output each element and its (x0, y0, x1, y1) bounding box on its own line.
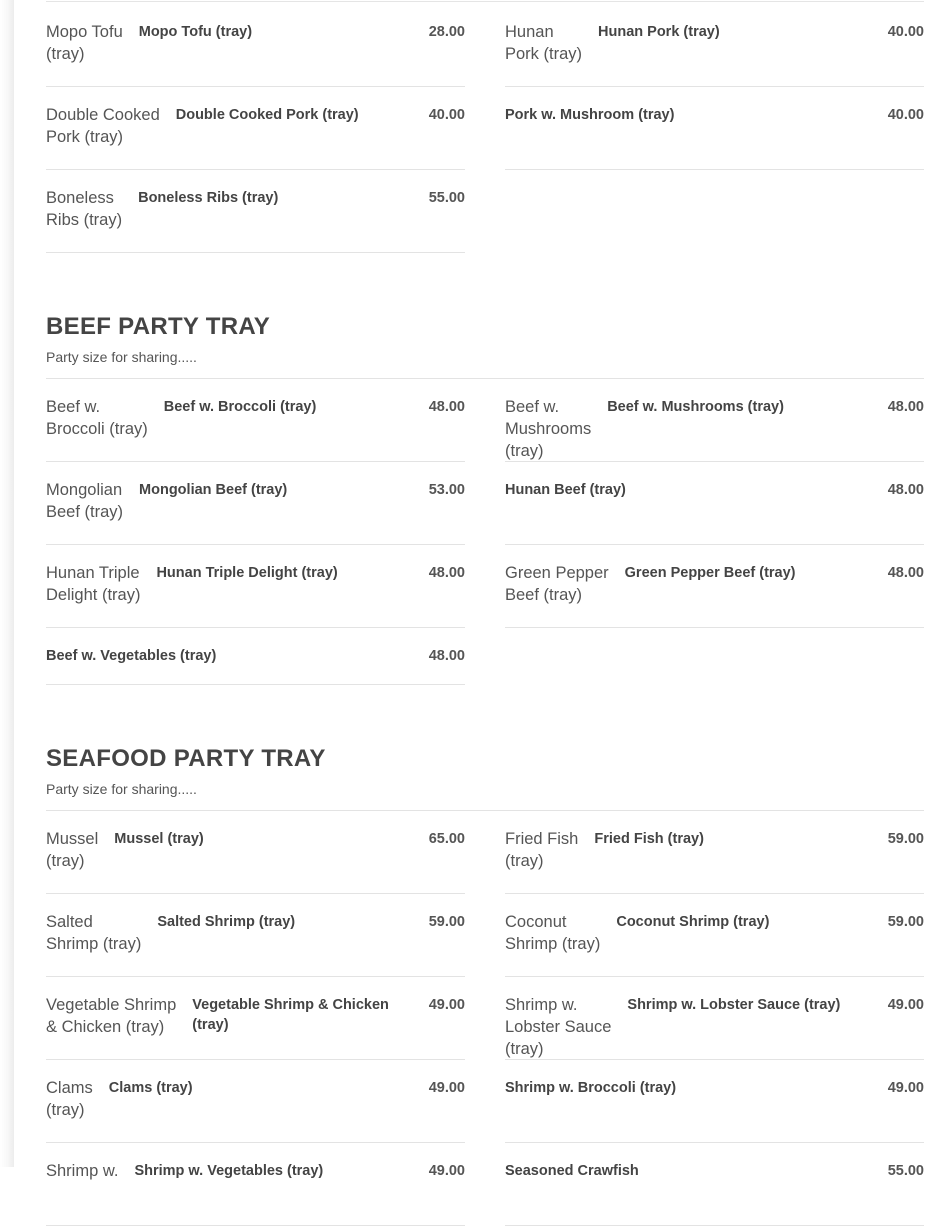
menu-item[interactable] (505, 977, 924, 1060)
seafood-right-column (505, 811, 924, 1226)
page-shadow-edge (0, 0, 14, 1167)
menu-item-image[interactable]: Fried Fish (tray) (505, 830, 579, 870)
menu-item-image[interactable]: Hunan Pork (tray) (505, 23, 583, 63)
beef-section-header (46, 253, 924, 379)
menu-item-price: 49.00 (887, 1080, 924, 1096)
menu-item-name[interactable]: Beef w. Mushrooms (tray) (607, 399, 784, 415)
menu-item-price: 48.00 (428, 399, 465, 415)
menu-item-price: 53.00 (428, 482, 465, 498)
menu-item-name[interactable]: Mongolian Beef (tray) (139, 482, 288, 498)
menu-item-name[interactable]: Hunan Beef (tray) (505, 482, 626, 498)
menu-item-image[interactable]: Coconut Shrimp (tray) (505, 913, 601, 953)
menu-item-price: 48.00 (887, 565, 924, 581)
menu-item-image[interactable]: Salted Shrimp (tray) (46, 913, 142, 953)
menu-item[interactable] (46, 1060, 465, 1143)
menu-item-name[interactable]: Pork w. Mushroom (tray) (505, 107, 675, 123)
menu-item[interactable] (505, 545, 924, 628)
menu-item[interactable] (505, 1060, 924, 1143)
section-description: Party size for sharing..... (46, 347, 924, 379)
menu-item-name[interactable]: Vegetable Shrimp & Chicken (tray) (192, 997, 389, 1033)
menu-item-image[interactable]: Beef w. Mushrooms (tray) (505, 398, 592, 460)
menu-item[interactable] (505, 462, 924, 545)
menu-item-name[interactable]: Boneless Ribs (tray) (138, 190, 279, 206)
beef-tray-grid (46, 379, 924, 685)
menu-item-image[interactable]: Clams (tray) (46, 1079, 93, 1119)
pork-left-column (46, 4, 465, 253)
menu-item-price: 40.00 (428, 107, 465, 123)
menu-item-name[interactable]: Clams (tray) (108, 1080, 193, 1096)
pork-right-column (505, 4, 924, 253)
section-title: SEAFOOD PARTY TRAY (46, 745, 326, 772)
menu-item-image[interactable]: Shrimp w. Lobster Sauce (tray) (505, 996, 612, 1058)
menu-item-price: 55.00 (887, 1163, 924, 1179)
menu-item-name[interactable]: Fried Fish (tray) (594, 831, 704, 847)
menu-item-price: 59.00 (887, 914, 924, 930)
menu-item-image[interactable]: Mussel (tray) (46, 830, 99, 870)
menu-item[interactable] (46, 977, 465, 1060)
menu-item-image[interactable]: Mongolian Beef (tray) (46, 481, 124, 521)
menu-item[interactable] (505, 894, 924, 977)
menu-item[interactable] (46, 4, 465, 87)
menu-item[interactable] (505, 811, 924, 894)
menu-item-name[interactable]: Shrimp w. Vegetables (tray) (134, 1163, 324, 1179)
menu-item[interactable] (46, 87, 465, 170)
menu-item-image[interactable]: Mopo Tofu (tray) (46, 23, 123, 63)
pork-tray-grid (46, 4, 924, 253)
menu-item[interactable] (46, 170, 465, 253)
menu-item[interactable] (46, 1143, 465, 1226)
menu-item-price: 48.00 (428, 648, 465, 664)
menu-item-image[interactable]: Vegetable Shrimp & Chicken (tray) (46, 996, 177, 1036)
menu-item[interactable] (46, 811, 465, 894)
menu-item-price: 49.00 (428, 1080, 465, 1096)
menu-item-name[interactable]: Salted Shrimp (tray) (157, 914, 296, 930)
menu-item-name[interactable]: Shrimp w. Lobster Sauce (tray) (627, 997, 841, 1013)
menu-item[interactable] (505, 4, 924, 87)
menu-item-price: 65.00 (428, 831, 465, 847)
menu-item-name[interactable]: Hunan Triple Delight (tray) (156, 565, 338, 581)
menu-item[interactable] (505, 87, 924, 170)
menu-item-price: 55.00 (428, 190, 465, 206)
menu-item-price: 48.00 (887, 399, 924, 415)
section-description: Party size for sharing..... (46, 779, 924, 811)
menu-item-name[interactable]: Shrimp w. Broccoli (tray) (505, 1080, 677, 1096)
menu-item-price: 49.00 (428, 997, 465, 1013)
menu-item-name[interactable]: Beef w. Vegetables (tray) (46, 648, 217, 664)
menu-item-name[interactable]: Double Cooked Pork (tray) (175, 107, 359, 123)
seafood-tray-grid (46, 811, 924, 1226)
seafood-left-column (46, 811, 465, 1226)
menu-item-name[interactable]: Hunan Pork (tray) (598, 24, 720, 40)
menu-item[interactable] (46, 462, 465, 545)
menu-item-price: 48.00 (887, 482, 924, 498)
menu-item-image[interactable]: Green Pepper Beef (tray) (505, 564, 609, 604)
menu-item-price: 59.00 (428, 914, 465, 930)
menu-item-price: 48.00 (428, 565, 465, 581)
menu-container (46, 0, 924, 1226)
menu-item-name[interactable]: Beef w. Broccoli (tray) (163, 399, 317, 415)
menu-item-price: 40.00 (887, 107, 924, 123)
menu-item[interactable] (46, 894, 465, 977)
menu-item-name[interactable]: Coconut Shrimp (tray) (616, 914, 770, 930)
menu-item-image[interactable]: Beef w. Broccoli (tray) (46, 398, 148, 438)
menu-item-name[interactable]: Green Pepper Beef (tray) (624, 565, 796, 581)
seafood-section-header (46, 685, 924, 811)
menu-item[interactable] (505, 1143, 924, 1226)
menu-item-price: 28.00 (428, 24, 465, 40)
menu-item-price: 40.00 (887, 24, 924, 40)
beef-right-column (505, 379, 924, 685)
menu-item-image[interactable]: Double Cooked Pork (tray) (46, 106, 160, 146)
menu-item-name[interactable]: Mopo Tofu (tray) (138, 24, 253, 40)
menu-item-image[interactable]: Hunan Triple Delight (tray) (46, 564, 141, 604)
menu-item-name[interactable]: Mussel (tray) (114, 831, 204, 847)
menu-item-image[interactable]: Shrimp w. (46, 1162, 119, 1180)
menu-item-price: 49.00 (887, 997, 924, 1013)
menu-item[interactable] (505, 379, 924, 462)
menu-item-name[interactable]: Seasoned Crawfish (505, 1163, 639, 1179)
menu-item-price: 59.00 (887, 831, 924, 847)
menu-item[interactable] (46, 379, 465, 462)
beef-left-column (46, 379, 465, 685)
menu-item-price: 49.00 (428, 1163, 465, 1179)
section-title: BEEF PARTY TRAY (46, 313, 271, 340)
menu-item[interactable] (46, 628, 465, 685)
menu-item[interactable] (46, 545, 465, 628)
menu-item-image[interactable]: Boneless Ribs (tray) (46, 189, 123, 229)
